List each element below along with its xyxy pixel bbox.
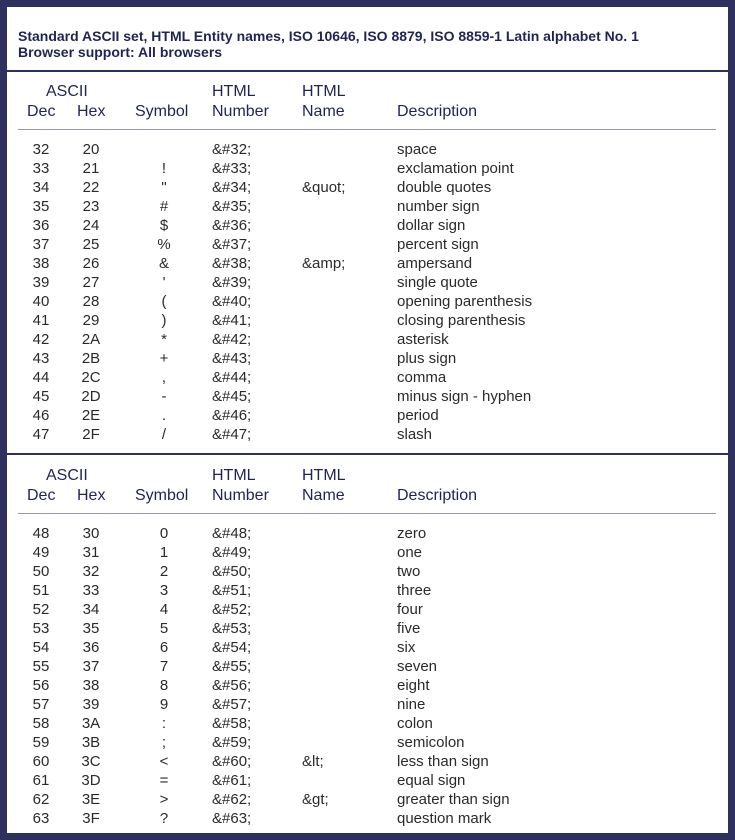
- table-row: [7, 524, 728, 543]
- symbol-cell: ): [161, 312, 167, 329]
- symbol-cell: :: [161, 715, 167, 732]
- dec-cell: 46: [32, 407, 50, 424]
- hex-cell: 36: [82, 639, 100, 656]
- description-cell: four: [397, 601, 423, 618]
- html-number-cell: &#39;: [212, 274, 252, 291]
- description-cell: minus sign - hyphen: [397, 388, 532, 405]
- table-row: [7, 790, 728, 809]
- symbol-cell: +: [159, 350, 169, 367]
- html-number-cell: &#33;: [212, 160, 252, 177]
- description-cell: colon: [397, 715, 433, 732]
- header-description: Description: [397, 103, 478, 120]
- dec-cell: 54: [32, 639, 50, 656]
- symbol-cell: =: [159, 772, 169, 789]
- hex-cell: 34: [82, 601, 100, 618]
- dec-cell: 53: [32, 620, 50, 637]
- dec-cell: 52: [32, 601, 50, 618]
- symbol-cell: $: [159, 217, 169, 234]
- dec-cell: 33: [32, 160, 50, 177]
- description-cell: semicolon: [397, 734, 465, 751]
- hex-cell: 26: [82, 255, 100, 272]
- table-row: [7, 676, 728, 695]
- intro-section: [7, 7, 728, 72]
- html-number-cell: &#62;: [212, 791, 252, 808]
- symbol-cell: 5: [159, 620, 169, 637]
- html-number-cell: &#54;: [212, 639, 252, 656]
- symbol-cell: *: [161, 331, 167, 348]
- html-number-cell: &#32;: [212, 141, 252, 158]
- html-number-cell: &#41;: [212, 312, 252, 329]
- description-cell: less than sign: [397, 753, 489, 770]
- html-number-cell: &#44;: [212, 369, 252, 386]
- hex-cell: 2C: [81, 369, 101, 386]
- description-cell: opening parenthesis: [397, 293, 533, 310]
- dec-cell: 41: [32, 312, 50, 329]
- dec-cell: 34: [32, 179, 50, 196]
- symbol-cell: &: [158, 255, 169, 272]
- header-ascii: ASCII: [46, 83, 88, 100]
- html-number-cell: &#46;: [212, 407, 252, 424]
- dec-cell: 38: [32, 255, 50, 272]
- hex-cell: 2E: [81, 407, 101, 424]
- html-number-cell: &#38;: [212, 255, 252, 272]
- table-row: [7, 273, 728, 292]
- table-row: [7, 562, 728, 581]
- dec-cell: 62: [32, 791, 50, 808]
- html-number-cell: &#55;: [212, 658, 252, 675]
- html-number-cell: &#42;: [212, 331, 252, 348]
- table-row: [7, 752, 728, 771]
- dec-cell: 56: [32, 677, 50, 694]
- hex-cell: 2B: [81, 350, 101, 367]
- html-number-cell: &#63;: [212, 810, 252, 827]
- hex-cell: 24: [82, 217, 100, 234]
- dec-cell: 36: [32, 217, 50, 234]
- table-row: [7, 254, 728, 273]
- header-symbol: Symbol: [135, 103, 189, 120]
- description-cell: single quote: [397, 274, 478, 291]
- description-cell: five: [397, 620, 421, 637]
- symbol-cell: (: [161, 293, 167, 310]
- symbol-cell: !: [161, 160, 167, 177]
- html-number-cell: &#60;: [212, 753, 252, 770]
- table-row: [7, 406, 728, 425]
- hex-cell: 32: [82, 563, 100, 580]
- table-row: [7, 425, 728, 444]
- table-row: [7, 581, 728, 600]
- header-ascii: ASCII: [46, 467, 88, 484]
- ascii-reference-page: [7, 7, 728, 833]
- html-number-cell: &#45;: [212, 388, 252, 405]
- symbol-cell: 9: [159, 696, 169, 713]
- hex-cell: 22: [82, 179, 100, 196]
- html-number-cell: &#53;: [212, 620, 252, 637]
- description-cell: equal sign: [397, 772, 466, 789]
- description-cell: zero: [397, 525, 427, 542]
- table-row: [7, 292, 728, 311]
- header-html: HTML: [302, 467, 346, 484]
- symbol-cell: .: [161, 407, 167, 424]
- hex-cell: 29: [82, 312, 100, 329]
- dec-cell: 45: [32, 388, 50, 405]
- description-cell: percent sign: [397, 236, 479, 253]
- table-row: [7, 368, 728, 387]
- hex-cell: 20: [82, 141, 100, 158]
- table-row: [7, 714, 728, 733]
- table-row: [7, 543, 728, 562]
- header-html: HTML: [212, 467, 256, 484]
- description-cell: ampersand: [397, 255, 473, 272]
- description-cell: number sign: [397, 198, 480, 215]
- header-dec: Dec: [27, 103, 56, 120]
- header-dec: Dec: [27, 487, 56, 504]
- table-row: [7, 178, 728, 197]
- header-description: Description: [397, 487, 478, 504]
- hex-cell: 28: [82, 293, 100, 310]
- symbol-cell: 1: [159, 544, 169, 561]
- dec-cell: 55: [32, 658, 50, 675]
- table-row: [7, 159, 728, 178]
- description-cell: seven: [397, 658, 438, 675]
- symbol-cell: ": [161, 179, 167, 196]
- description-cell: question mark: [397, 810, 492, 827]
- symbol-cell: 2: [159, 563, 169, 580]
- hex-cell: 25: [82, 236, 100, 253]
- html-number-cell: &#50;: [212, 563, 252, 580]
- symbol-cell: >: [159, 791, 169, 808]
- ascii-table-32-47: [7, 71, 728, 455]
- hex-cell: 3E: [81, 791, 101, 808]
- header-number: Number: [212, 487, 269, 504]
- header-html: HTML: [302, 83, 346, 100]
- dec-cell: 40: [32, 293, 50, 310]
- symbol-cell: <: [159, 753, 169, 770]
- table-body: [7, 524, 728, 828]
- html-number-cell: &#43;: [212, 350, 252, 367]
- dec-cell: 50: [32, 563, 50, 580]
- dec-cell: 49: [32, 544, 50, 561]
- symbol-cell: 8: [159, 677, 169, 694]
- description-cell: closing parenthesis: [397, 312, 526, 329]
- table-row: [7, 809, 728, 828]
- description-cell: one: [397, 544, 423, 561]
- symbol-cell: -: [161, 388, 167, 405]
- html-number-cell: &#36;: [212, 217, 252, 234]
- hex-cell: 33: [82, 582, 100, 599]
- hex-cell: 30: [82, 525, 100, 542]
- dec-cell: 44: [32, 369, 50, 386]
- symbol-cell: ?: [159, 810, 169, 827]
- description-cell: space: [397, 141, 438, 158]
- html-name-cell: &gt;: [302, 791, 329, 808]
- hex-cell: 2A: [81, 331, 101, 348]
- html-number-cell: &#56;: [212, 677, 252, 694]
- html-number-cell: &#51;: [212, 582, 252, 599]
- html-name-cell: &quot;: [302, 179, 346, 196]
- ascii-table-48-63: [7, 455, 728, 833]
- description-cell: six: [397, 639, 416, 656]
- symbol-cell: 3: [159, 582, 169, 599]
- html-name-cell: &lt;: [302, 753, 324, 770]
- table-row: [7, 600, 728, 619]
- header-symbol: Symbol: [135, 487, 189, 504]
- dec-cell: 39: [32, 274, 50, 291]
- symbol-cell: 4: [159, 601, 169, 618]
- dec-cell: 57: [32, 696, 50, 713]
- hex-cell: 37: [82, 658, 100, 675]
- dec-cell: 42: [32, 331, 50, 348]
- html-number-cell: &#58;: [212, 715, 252, 732]
- hex-cell: 27: [82, 274, 100, 291]
- dec-cell: 59: [32, 734, 50, 751]
- dec-cell: 43: [32, 350, 50, 367]
- table-row: [7, 771, 728, 790]
- dec-cell: 61: [32, 772, 50, 789]
- symbol-cell: 7: [159, 658, 169, 675]
- dec-cell: 47: [32, 426, 50, 443]
- html-number-cell: &#34;: [212, 179, 252, 196]
- symbol-cell: 6: [159, 639, 169, 656]
- hex-cell: 2D: [81, 388, 101, 405]
- symbol-cell: ': [162, 274, 166, 291]
- dec-cell: 48: [32, 525, 50, 542]
- dec-cell: 58: [32, 715, 50, 732]
- symbol-cell: ;: [161, 734, 167, 751]
- hex-cell: 2F: [82, 426, 100, 443]
- hex-cell: 21: [82, 160, 100, 177]
- description-cell: period: [397, 407, 439, 424]
- table-row: [7, 657, 728, 676]
- header-name: Name: [302, 103, 345, 120]
- table-row: [7, 311, 728, 330]
- hex-cell: 3C: [81, 753, 101, 770]
- table-row: [7, 330, 728, 349]
- table-row: [7, 349, 728, 368]
- header-hex: Hex: [77, 487, 106, 504]
- html-number-cell: &#49;: [212, 544, 252, 561]
- html-name-cell: &amp;: [302, 255, 346, 272]
- html-number-cell: &#47;: [212, 426, 252, 443]
- description-cell: exclamation point: [397, 160, 514, 177]
- html-number-cell: &#40;: [212, 293, 252, 310]
- description-cell: dollar sign: [397, 217, 466, 234]
- description-cell: asterisk: [397, 331, 449, 348]
- symbol-cell: %: [157, 236, 171, 253]
- html-number-cell: &#35;: [212, 198, 252, 215]
- dec-cell: 37: [32, 236, 50, 253]
- html-number-cell: &#57;: [212, 696, 252, 713]
- header-html: HTML: [212, 83, 256, 100]
- description-cell: eight: [397, 677, 430, 694]
- header-name: Name: [302, 487, 345, 504]
- header-divider: [18, 129, 716, 130]
- table-row: [7, 619, 728, 638]
- header-divider: [18, 513, 716, 514]
- description-cell: two: [397, 563, 421, 580]
- header-hex: Hex: [77, 103, 106, 120]
- description-cell: three: [397, 582, 432, 599]
- html-number-cell: &#59;: [212, 734, 252, 751]
- standards-line: Standard ASCII set, HTML Entity names, ISO 10646, ISO 8879, ISO 8859-1 Latin alphabet No. 1: [18, 28, 639, 44]
- table-row: [7, 216, 728, 235]
- table-row: [7, 387, 728, 406]
- html-number-cell: &#52;: [212, 601, 252, 618]
- table-row: [7, 695, 728, 714]
- dec-cell: 32: [32, 141, 50, 158]
- header-number: Number: [212, 103, 269, 120]
- table-body: [7, 140, 728, 444]
- hex-cell: 38: [82, 677, 100, 694]
- table-row: [7, 733, 728, 752]
- symbol-cell: /: [161, 426, 167, 443]
- dec-cell: 51: [32, 582, 50, 599]
- table-row: [7, 638, 728, 657]
- html-number-cell: &#61;: [212, 772, 252, 789]
- hex-cell: 31: [82, 544, 100, 561]
- description-cell: nine: [397, 696, 426, 713]
- symbol-cell: #: [159, 198, 169, 215]
- html-number-cell: &#48;: [212, 525, 252, 542]
- description-cell: double quotes: [397, 179, 492, 196]
- hex-cell: 35: [82, 620, 100, 637]
- description-cell: slash: [397, 426, 433, 443]
- dec-cell: 35: [32, 198, 50, 215]
- symbol-cell: ,: [161, 369, 167, 386]
- hex-cell: 3D: [81, 772, 101, 789]
- hex-cell: 3A: [81, 715, 101, 732]
- description-cell: plus sign: [397, 350, 457, 367]
- hex-cell: 23: [82, 198, 100, 215]
- dec-cell: 63: [32, 810, 50, 827]
- table-row: [7, 235, 728, 254]
- description-cell: comma: [397, 369, 447, 386]
- description-cell: greater than sign: [397, 791, 510, 808]
- symbol-cell: 0: [159, 525, 169, 542]
- dec-cell: 60: [32, 753, 50, 770]
- hex-cell: 3B: [81, 734, 101, 751]
- hex-cell: 3F: [82, 810, 100, 827]
- table-row: [7, 140, 728, 159]
- browser-support-line: Browser support: All browsers: [18, 44, 223, 60]
- table-row: [7, 197, 728, 216]
- html-number-cell: &#37;: [212, 236, 252, 253]
- hex-cell: 39: [82, 696, 100, 713]
